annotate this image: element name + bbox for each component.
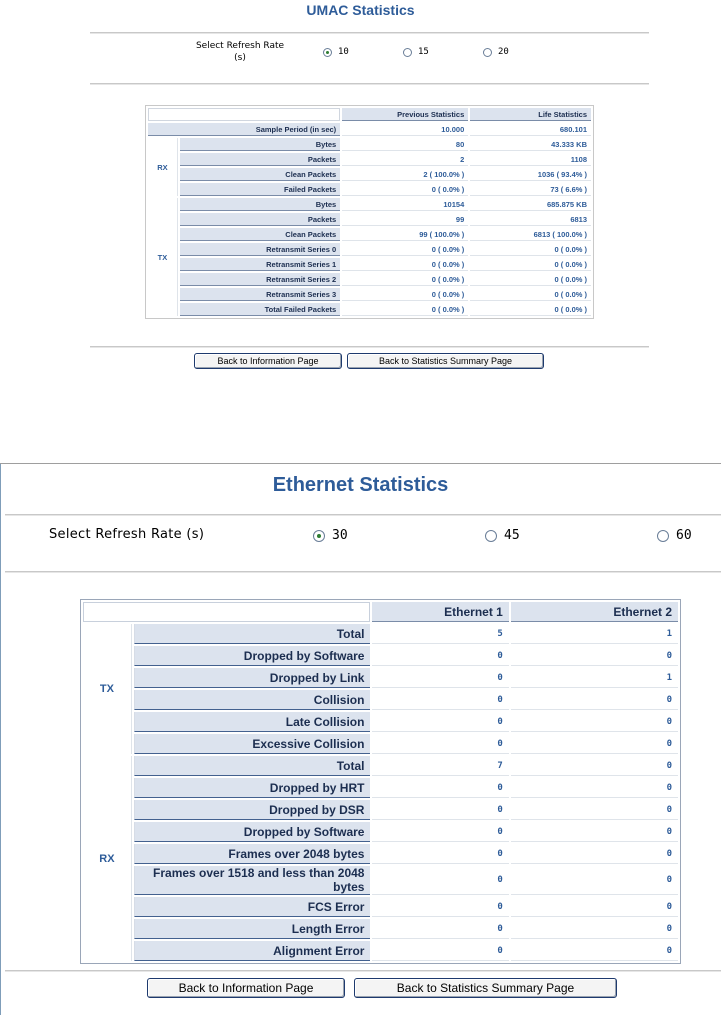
row-label: Bytes bbox=[180, 198, 340, 211]
ethernet-tx-group-label: TX bbox=[83, 624, 132, 754]
table-corner-cell bbox=[148, 108, 340, 121]
cell-value: 1036 ( 93.4% ) bbox=[470, 168, 591, 181]
column-header-life: Life Statistics bbox=[470, 108, 591, 121]
table-row bbox=[83, 734, 678, 754]
cell-value: 0 bbox=[511, 941, 678, 961]
cell-value: 0 bbox=[511, 646, 678, 666]
table-row bbox=[148, 123, 591, 136]
umac-bottom-divider bbox=[90, 346, 649, 348]
umac-refresh-radio-15[interactable] bbox=[403, 47, 429, 57]
row-label: Dropped by DSR bbox=[134, 800, 371, 820]
cell-value: 0 bbox=[372, 844, 508, 864]
cell-value: 43.333 KB bbox=[470, 138, 591, 151]
radio-unselected-icon[interactable] bbox=[485, 530, 497, 542]
table-row bbox=[83, 690, 678, 710]
table-row bbox=[83, 668, 678, 688]
umac-page-title: UMAC Statistics bbox=[306, 2, 415, 18]
umac-refresh-option-label: 20 bbox=[498, 47, 509, 57]
cell-value: 0 bbox=[511, 866, 678, 895]
cell-value: 1 bbox=[511, 668, 678, 688]
window-left-border bbox=[0, 464, 1, 1015]
ethernet-page-title: Ethernet Statistics bbox=[272, 474, 449, 496]
umac-back-to-summary-button[interactable]: Back to Statistics Summary Page bbox=[347, 353, 544, 369]
table-row bbox=[83, 897, 678, 917]
ethernet-refresh-radio-60[interactable] bbox=[657, 528, 692, 543]
ethernet-tx-group bbox=[83, 624, 678, 754]
cell-value: 0 bbox=[372, 646, 508, 666]
cell-value: 6813 ( 100.0% ) bbox=[470, 228, 591, 241]
radio-selected-icon[interactable] bbox=[323, 48, 332, 57]
row-label: Clean Packets bbox=[180, 168, 340, 181]
cell-value: 0 bbox=[372, 690, 508, 710]
ethernet-back-to-information-button[interactable]: Back to Information Page bbox=[147, 978, 345, 998]
ethernet-back-to-summary-button[interactable]: Back to Statistics Summary Page bbox=[354, 978, 617, 998]
umac-rx-group bbox=[148, 138, 591, 196]
cell-value: 0 bbox=[511, 822, 678, 842]
row-label: Collision bbox=[134, 690, 371, 710]
row-label: FCS Error bbox=[134, 897, 371, 917]
table-row bbox=[148, 213, 591, 226]
cell-value: 680.101 bbox=[470, 123, 591, 136]
umac-top-divider bbox=[90, 32, 649, 34]
table-row bbox=[148, 183, 591, 196]
row-label: Frames over 2048 bytes bbox=[134, 844, 371, 864]
cell-value: 0 bbox=[511, 844, 678, 864]
ethernet-bottom-divider bbox=[5, 970, 721, 972]
cell-value: 99 bbox=[342, 213, 468, 226]
ethernet-rx-group bbox=[83, 756, 678, 961]
column-header-ethernet-1: Ethernet 1 bbox=[372, 602, 508, 622]
row-label: Packets bbox=[180, 213, 340, 226]
row-label: Retransmit Series 2 bbox=[180, 273, 340, 286]
umac-tx-group-label: TX bbox=[148, 198, 178, 316]
table-row bbox=[83, 778, 678, 798]
row-label: Length Error bbox=[134, 919, 371, 939]
radio-unselected-icon[interactable] bbox=[657, 530, 669, 542]
screen-separator bbox=[0, 463, 721, 472]
row-label: Retransmit Series 0 bbox=[180, 243, 340, 256]
column-header-ethernet-2: Ethernet 2 bbox=[511, 602, 678, 622]
cell-value: 0 bbox=[511, 897, 678, 917]
cell-value: 0 bbox=[372, 712, 508, 732]
cell-value: 73 ( 6.6% ) bbox=[470, 183, 591, 196]
cell-value: 0 ( 0.0% ) bbox=[470, 288, 591, 301]
table-row bbox=[148, 288, 591, 301]
cell-value: 1108 bbox=[470, 153, 591, 166]
umac-refresh-option-label: 15 bbox=[418, 47, 429, 57]
ethernet-stats-table bbox=[80, 599, 681, 964]
table-row bbox=[148, 228, 591, 241]
cell-value: 6813 bbox=[470, 213, 591, 226]
row-label: Packets bbox=[180, 153, 340, 166]
ethernet-refresh-radio-30[interactable] bbox=[313, 528, 348, 543]
ethernet-refresh-option-label: 60 bbox=[676, 528, 692, 543]
umac-rx-group-label: RX bbox=[148, 138, 178, 196]
radio-unselected-icon[interactable] bbox=[483, 48, 492, 57]
cell-value: 0 bbox=[372, 668, 508, 688]
table-row bbox=[148, 258, 591, 271]
table-row bbox=[148, 168, 591, 181]
cell-value: 0 bbox=[372, 800, 508, 820]
table-row bbox=[83, 866, 678, 895]
table-row bbox=[83, 800, 678, 820]
radio-selected-icon[interactable] bbox=[313, 530, 325, 542]
table-row bbox=[148, 303, 591, 316]
cell-value: 5 bbox=[372, 624, 508, 644]
table-row bbox=[83, 844, 678, 864]
radio-unselected-icon[interactable] bbox=[403, 48, 412, 57]
row-label: Retransmit Series 3 bbox=[180, 288, 340, 301]
cell-value: 0 bbox=[511, 756, 678, 776]
ethernet-refresh-option-label: 45 bbox=[504, 528, 520, 543]
row-label: Total bbox=[134, 624, 371, 644]
cell-value: 2 bbox=[342, 153, 468, 166]
table-row bbox=[83, 941, 678, 961]
table-row bbox=[83, 919, 678, 939]
cell-value: 80 bbox=[342, 138, 468, 151]
row-label: Dropped by HRT bbox=[134, 778, 371, 798]
row-label: Dropped by Software bbox=[134, 646, 371, 666]
umac-back-to-information-button[interactable]: Back to Information Page bbox=[194, 353, 342, 369]
cell-value: 0 bbox=[511, 778, 678, 798]
cell-value: 2 ( 100.0% ) bbox=[342, 168, 468, 181]
cell-value: 0 bbox=[511, 734, 678, 754]
umac-refresh-label-line1: Select Refresh Rate bbox=[195, 41, 285, 51]
cell-value: 0 bbox=[511, 690, 678, 710]
cell-value: 0 bbox=[372, 866, 508, 895]
table-row bbox=[83, 624, 678, 644]
cell-value: 10.000 bbox=[342, 123, 468, 136]
cell-value: 0 bbox=[372, 822, 508, 842]
cell-value: 0 bbox=[511, 712, 678, 732]
umac-refresh-radio-20[interactable] bbox=[483, 47, 509, 57]
cell-value: 0 ( 0.0% ) bbox=[470, 303, 591, 316]
table-row bbox=[148, 198, 591, 211]
ethernet-refresh-radio-45[interactable] bbox=[485, 528, 520, 543]
umac-stats-table bbox=[145, 105, 594, 319]
table-header-row bbox=[148, 108, 591, 121]
ethernet-mid-divider bbox=[5, 571, 721, 573]
table-row bbox=[83, 646, 678, 666]
row-label: Retransmit Series 1 bbox=[180, 258, 340, 271]
row-label: Bytes bbox=[180, 138, 340, 151]
cell-value: 0 bbox=[372, 734, 508, 754]
row-label: Failed Packets bbox=[180, 183, 340, 196]
table-row bbox=[148, 243, 591, 256]
cell-value: 0 bbox=[372, 919, 508, 939]
ethernet-rx-group-label: RX bbox=[83, 756, 132, 961]
row-label: Excessive Collision bbox=[134, 734, 371, 754]
row-label: Total Failed Packets bbox=[180, 303, 340, 316]
table-corner-cell bbox=[83, 602, 370, 622]
table-row bbox=[148, 273, 591, 286]
cell-value: 0 ( 0.0% ) bbox=[342, 258, 468, 271]
row-label: Late Collision bbox=[134, 712, 371, 732]
umac-refresh-option-label: 10 bbox=[338, 47, 349, 57]
cell-value: 7 bbox=[372, 756, 508, 776]
cell-value: 0 ( 0.0% ) bbox=[470, 258, 591, 271]
cell-value: 0 ( 0.0% ) bbox=[470, 243, 591, 256]
table-row bbox=[148, 153, 591, 166]
ethernet-refresh-rate-label: Select Refresh Rate (s) bbox=[49, 527, 205, 542]
cell-value: 10154 bbox=[342, 198, 468, 211]
row-label-sample-period: Sample Period (in sec) bbox=[148, 123, 340, 136]
row-label: Dropped by Link bbox=[134, 668, 371, 688]
umac-refresh-rate-label bbox=[190, 40, 290, 64]
cell-value: 0 bbox=[372, 778, 508, 798]
cell-value: 0 ( 0.0% ) bbox=[470, 273, 591, 286]
cell-value: 0 bbox=[511, 919, 678, 939]
row-label: Alignment Error bbox=[134, 941, 371, 961]
cell-value: 99 ( 100.0% ) bbox=[342, 228, 468, 241]
cell-value: 1 bbox=[511, 624, 678, 644]
cell-value: 0 bbox=[372, 941, 508, 961]
column-header-previous: Previous Statistics bbox=[342, 108, 468, 121]
umac-mid-divider bbox=[90, 83, 649, 85]
table-row bbox=[83, 822, 678, 842]
row-label: Frames over 1518 and less than 2048 bytes bbox=[134, 866, 371, 895]
cell-value: 0 ( 0.0% ) bbox=[342, 243, 468, 256]
cell-value: 0 ( 0.0% ) bbox=[342, 288, 468, 301]
row-label: Clean Packets bbox=[180, 228, 340, 241]
cell-value: 0 bbox=[372, 897, 508, 917]
cell-value: 0 ( 0.0% ) bbox=[342, 183, 468, 196]
row-label: Total bbox=[134, 756, 371, 776]
ethernet-top-divider bbox=[5, 514, 721, 516]
cell-value: 685.875 KB bbox=[470, 198, 591, 211]
cell-value: 0 ( 0.0% ) bbox=[342, 303, 468, 316]
table-row bbox=[148, 138, 591, 151]
table-row bbox=[83, 712, 678, 732]
umac-refresh-label-line2: (s) bbox=[234, 53, 246, 63]
table-row bbox=[83, 756, 678, 776]
table-header-row bbox=[83, 602, 678, 622]
umac-tx-group bbox=[148, 198, 591, 316]
row-label: Dropped by Software bbox=[134, 822, 371, 842]
umac-refresh-radio-10[interactable] bbox=[323, 47, 349, 57]
cell-value: 0 bbox=[511, 800, 678, 820]
ethernet-refresh-option-label: 30 bbox=[332, 528, 348, 543]
cell-value: 0 ( 0.0% ) bbox=[342, 273, 468, 286]
